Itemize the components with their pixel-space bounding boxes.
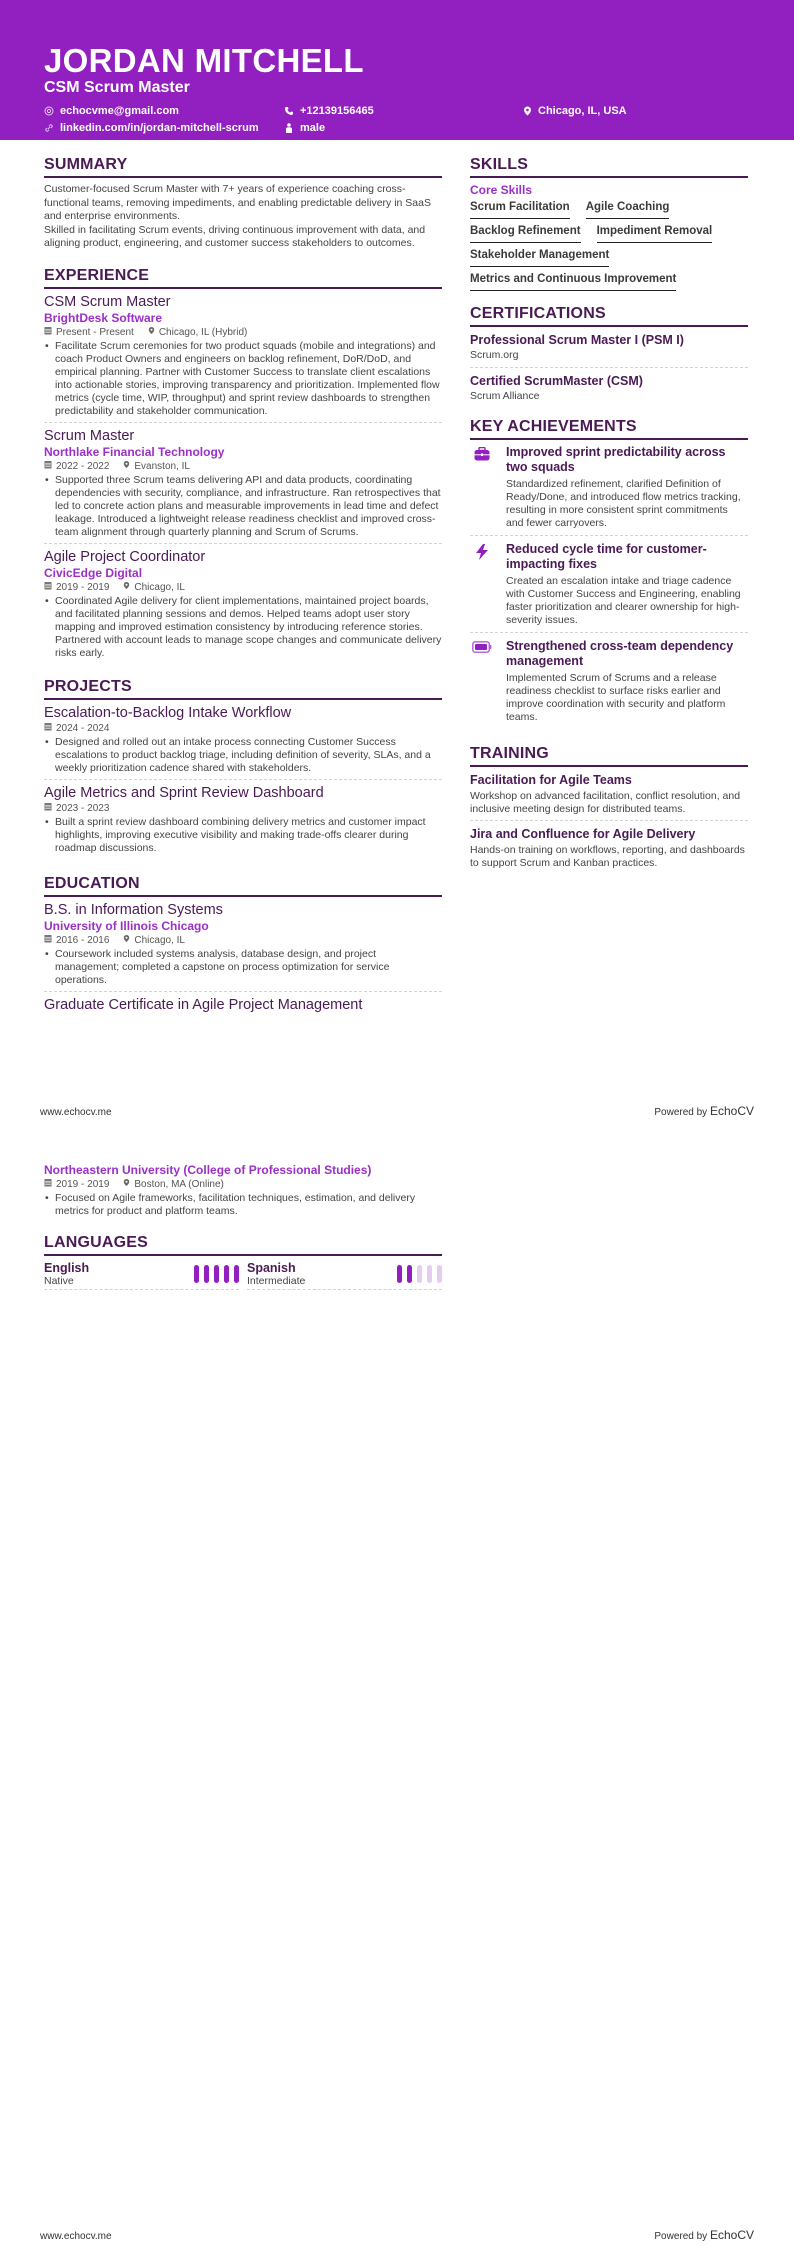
training-description: Hands-on training on workflows, reporting, and dashboards to support Scrum and Kanban practices.	[470, 844, 745, 869]
entry-location: Evanston, IL	[134, 460, 190, 472]
footer-powered-by	[654, 1104, 754, 1118]
link-icon	[44, 123, 54, 133]
training-title: Jira and Confluence for Agile Delivery	[470, 827, 696, 841]
contact-location-text: Chicago, IL, USA	[538, 104, 627, 117]
calendar-icon	[44, 722, 52, 735]
map-pin-icon	[522, 106, 532, 116]
language-entry	[44, 1261, 239, 1290]
achievement-title: Strengthened cross-team dependency management	[506, 639, 734, 668]
entry-meta	[44, 326, 442, 339]
person-icon	[284, 123, 294, 133]
section-title: CERTIFICATIONS	[470, 305, 748, 327]
entry-bullets	[44, 474, 442, 539]
footer-powered-by	[654, 2228, 754, 2242]
entry-dates: 2023 - 2023	[56, 802, 110, 814]
proficiency-bar	[224, 1265, 229, 1283]
entry-bullets	[44, 340, 442, 418]
contact-phone-text: +12139156465	[300, 104, 374, 117]
achievements-section	[470, 418, 748, 729]
entry-bullets	[44, 595, 442, 660]
certifications-section	[470, 305, 748, 408]
entry-bullets	[44, 736, 442, 775]
summary-section	[44, 156, 442, 251]
brand-name: EchoCV	[709, 1104, 754, 1118]
brand-name: EchoCV	[709, 2228, 754, 2242]
language-level: Intermediate	[247, 1275, 306, 1287]
candidate-title: CSM Scrum Master	[44, 79, 190, 96]
entry-location: Boston, MA (Online)	[134, 1179, 224, 1190]
skill-tag: Stakeholder Management	[470, 248, 609, 267]
section-title: TRAINING	[470, 745, 748, 767]
summary-paragraph: Skilled in facilitating Scrum events, driving continuous improvement with data, and aligning product, engineering, and customer success stakeholders to outcomes.	[44, 223, 426, 249]
page-two-content	[44, 1163, 442, 1306]
proficiency-bar	[427, 1265, 432, 1283]
projects-section	[44, 678, 442, 859]
certification-issuer: Scrum.org	[470, 349, 519, 361]
right-column	[470, 156, 748, 1034]
resume-body	[44, 156, 752, 1034]
proficiency-bars	[397, 1265, 442, 1283]
phone-icon	[284, 106, 294, 116]
entry-meta	[44, 934, 442, 947]
experience-entry	[44, 294, 442, 423]
section-title: LANGUAGES	[44, 1234, 442, 1256]
entry-dates: 2019 - 2019	[56, 581, 110, 593]
achievement-title: Reduced cycle time for customer-impacting fixes	[506, 542, 707, 571]
entry-meta	[44, 722, 442, 735]
map-pin-icon	[123, 581, 130, 594]
experience-entry	[44, 549, 442, 664]
contact-gender-text: male	[300, 121, 326, 134]
bullet-item: • Facilitate Scrum ceremonies for two product squads (mobile and integrations) and coach Product Owners and engineers on backlog refinement, DoR/DoD, and empirical planning. Partner with Customer Success to translate client escalations into actionable stories, improving transparency and prioritization. Implemented flow metrics (cycle time, WIP, throughput) and sprint review dashboards to strengthen predictability and stakeholder communication.	[44, 340, 442, 418]
proficiency-bar	[234, 1265, 239, 1283]
language-level: Native	[44, 1275, 74, 1287]
resume-header	[0, 0, 794, 140]
degree-name: Graduate Certificate in Agile Project Management	[44, 996, 363, 1013]
page-footer	[40, 2228, 754, 2242]
footer-site-link[interactable]: www.echocv.me	[40, 2231, 112, 2242]
contact-gender	[284, 121, 522, 134]
proficiency-bar	[417, 1265, 422, 1283]
entry-dates: 2022 - 2022	[56, 460, 110, 472]
map-pin-icon	[148, 326, 155, 339]
education-entry	[44, 902, 442, 992]
achievement-title: Improved sprint predictability across two squads	[506, 445, 726, 474]
training-description: Workshop on advanced facilitation, conflict resolution, and inclusive meeting design for distributed teams.	[470, 790, 741, 815]
skill-list	[470, 200, 748, 291]
entry-bullets	[44, 816, 442, 855]
bullet-item: • Designed and rolled out an intake process connecting Customer Success escalations to product backlog triage, including definition of severity, SLAs, and a weekly prioritization cadence shared with stakeholders.	[44, 736, 442, 775]
degree-name: B.S. in Information Systems	[44, 901, 223, 918]
certification-name: Certified ScrumMaster (CSM)	[470, 374, 643, 388]
calendar-icon	[44, 460, 52, 473]
entry-meta	[44, 802, 442, 815]
company-name: CivicEdge Digital	[44, 565, 143, 580]
entry-location: Chicago, IL (Hybrid)	[158, 326, 248, 338]
job-role: CSM Scrum Master	[44, 293, 171, 310]
training-title: Facilitation for Agile Teams	[470, 773, 632, 787]
section-title: SKILLS	[470, 156, 748, 178]
section-title: SUMMARY	[44, 156, 442, 178]
footer-site-link[interactable]: www.echocv.me	[40, 1107, 112, 1118]
contact-phone[interactable]	[284, 104, 522, 117]
job-role: Agile Project Coordinator	[44, 548, 206, 565]
entry-location: Chicago, IL	[134, 581, 185, 593]
skill-tag: Scrum Facilitation	[470, 200, 570, 219]
project-name: Agile Metrics and Sprint Review Dashboard	[44, 784, 324, 801]
section-title: PROJECTS	[44, 678, 442, 700]
map-pin-icon	[123, 934, 130, 947]
certification-name: Professional Scrum Master I (PSM I)	[470, 333, 684, 347]
entry-dates: 2019 - 2019	[56, 1179, 110, 1190]
school-name: Northeastern University (College of Professional Studies)	[44, 1163, 372, 1177]
project-entry	[44, 785, 442, 859]
proficiency-bar	[194, 1265, 199, 1283]
entry-meta	[44, 460, 442, 473]
skill-tag: Backlog Refinement	[470, 224, 581, 243]
proficiency-bar	[437, 1265, 442, 1283]
project-entry	[44, 705, 442, 780]
training-section	[470, 745, 748, 874]
proficiency-bars	[194, 1265, 239, 1283]
languages-section	[44, 1234, 442, 1290]
entry-dates: 2016 - 2016	[56, 934, 110, 946]
school-name: University of Illinois Chicago	[44, 918, 209, 933]
entry-bullets	[44, 948, 442, 987]
contact-linkedin-text: linkedin.com/in/jordan-mitchell-scrum	[60, 121, 259, 134]
language-entry	[247, 1261, 442, 1290]
powered-by-label: Powered by	[654, 2231, 708, 2242]
candidate-name: JORDAN MITCHELL	[44, 42, 364, 79]
certification-issuer: Scrum Alliance	[470, 390, 540, 402]
entry-meta	[44, 1178, 442, 1191]
achievement-description: Created an escalation intake and triage cadence with Customer Success and Engineering, enabling faster prioritization and clearer ownership for high-severity issues.	[506, 575, 741, 626]
calendar-icon	[44, 581, 52, 594]
map-pin-icon	[123, 1178, 130, 1191]
language-name: English	[44, 1261, 90, 1275]
contact-email-text: echocvme@gmail.com	[60, 104, 179, 117]
page-footer	[40, 1104, 754, 1118]
calendar-icon	[44, 326, 52, 339]
entry-location: Chicago, IL	[134, 934, 185, 946]
achievement-entry	[470, 639, 748, 729]
left-column	[44, 156, 442, 1034]
battery-icon	[470, 639, 494, 724]
achievement-entry	[470, 445, 748, 536]
language-name: Spanish	[247, 1261, 296, 1275]
proficiency-bar	[204, 1265, 209, 1283]
certification-entry	[470, 373, 748, 408]
proficiency-bar	[407, 1265, 412, 1283]
section-title: EDUCATION	[44, 875, 442, 897]
contact-list	[44, 104, 750, 134]
section-title: KEY ACHIEVEMENTS	[470, 418, 748, 440]
education-entry	[44, 997, 442, 1018]
experience-entry	[44, 428, 442, 544]
company-name: BrightDesk Software	[44, 310, 163, 325]
bullet-item: • Coursework included systems analysis, database design, and project management; completed a capstone on process optimization for service operations.	[44, 948, 442, 987]
summary-paragraph: Customer-focused Scrum Master with 7+ years of experience coaching cross-functional teams, removing impediments, and enabling predictable delivery in SaaS and enterprise environments.	[44, 183, 431, 222]
lightning-icon	[470, 542, 494, 627]
powered-by-label: Powered by	[654, 1107, 708, 1118]
company-name: Northlake Financial Technology	[44, 444, 225, 459]
project-name: Escalation-to-Backlog Intake Workflow	[44, 704, 292, 721]
skill-tag: Agile Coaching	[586, 200, 670, 219]
bullet-item: • Coordinated Agile delivery for client implementations, maintained project boards, and facilitated planning sessions and demos. Helped teams adopt user story mapping and improved estimation consistency by introducing reference stories. Partnered with account leads to manage scope changes and communicate delivery risks early.	[44, 595, 442, 660]
entry-dates: 2024 - 2024	[56, 722, 110, 734]
bullet-item: • Focused on Agile frameworks, facilitation techniques, estimation, and delivery metrics for product and platform teams.	[44, 1192, 442, 1218]
achievement-description: Standardized refinement, clarified Definition of Ready/Done, and introduced flow metrics tracking, resulting in more consistent sprint commitments and fewer carryovers.	[506, 478, 741, 529]
proficiency-bar	[214, 1265, 219, 1283]
achievement-description: Implemented Scrum of Scrums and a release readiness checklist to surface risks earlier and improve coordination with security and platform teams.	[506, 672, 726, 723]
education-section	[44, 875, 442, 1018]
skill-tag: Impediment Removal	[597, 224, 713, 243]
certification-entry	[470, 332, 748, 368]
calendar-icon	[44, 802, 52, 815]
education-entry-continued	[44, 1163, 442, 1222]
entry-meta	[44, 581, 442, 594]
skill-group-title: Core Skills	[470, 183, 533, 197]
calendar-icon	[44, 1178, 52, 1191]
language-list	[44, 1261, 442, 1290]
job-role: Scrum Master	[44, 427, 135, 444]
section-title: EXPERIENCE	[44, 267, 442, 289]
proficiency-bar	[397, 1265, 402, 1283]
briefcase-icon	[470, 445, 494, 530]
at-icon	[44, 106, 54, 116]
training-entry	[470, 772, 748, 821]
bullet-item: • Built a sprint review dashboard combining delivery metrics and customer impact highlights, improving executive visibility and making trade-offs clearer during roadmap discussions.	[44, 816, 442, 855]
calendar-icon	[44, 934, 52, 947]
bullet-item: • Supported three Scrum teams delivering API and data products, coordinating dependencies with security, compliance, and infrastructure. Ran retrospectives that led to concrete action plans and measurable improvements in lead time and defect leakage. Introduced a lightweight release readiness checklist and improved cross-team alignment through quarterly planning and Scrum of Scrums.	[44, 474, 442, 539]
entry-bullets	[44, 1192, 442, 1218]
achievement-entry	[470, 542, 748, 633]
skill-tag: Metrics and Continuous Improvement	[470, 272, 676, 291]
entry-dates: Present - Present	[56, 326, 134, 338]
contact-linkedin[interactable]	[44, 121, 284, 134]
experience-section	[44, 267, 442, 664]
skills-section	[470, 156, 748, 291]
contact-email[interactable]	[44, 104, 284, 117]
map-pin-icon	[123, 460, 130, 473]
training-entry	[470, 826, 748, 874]
contact-location	[522, 104, 722, 117]
